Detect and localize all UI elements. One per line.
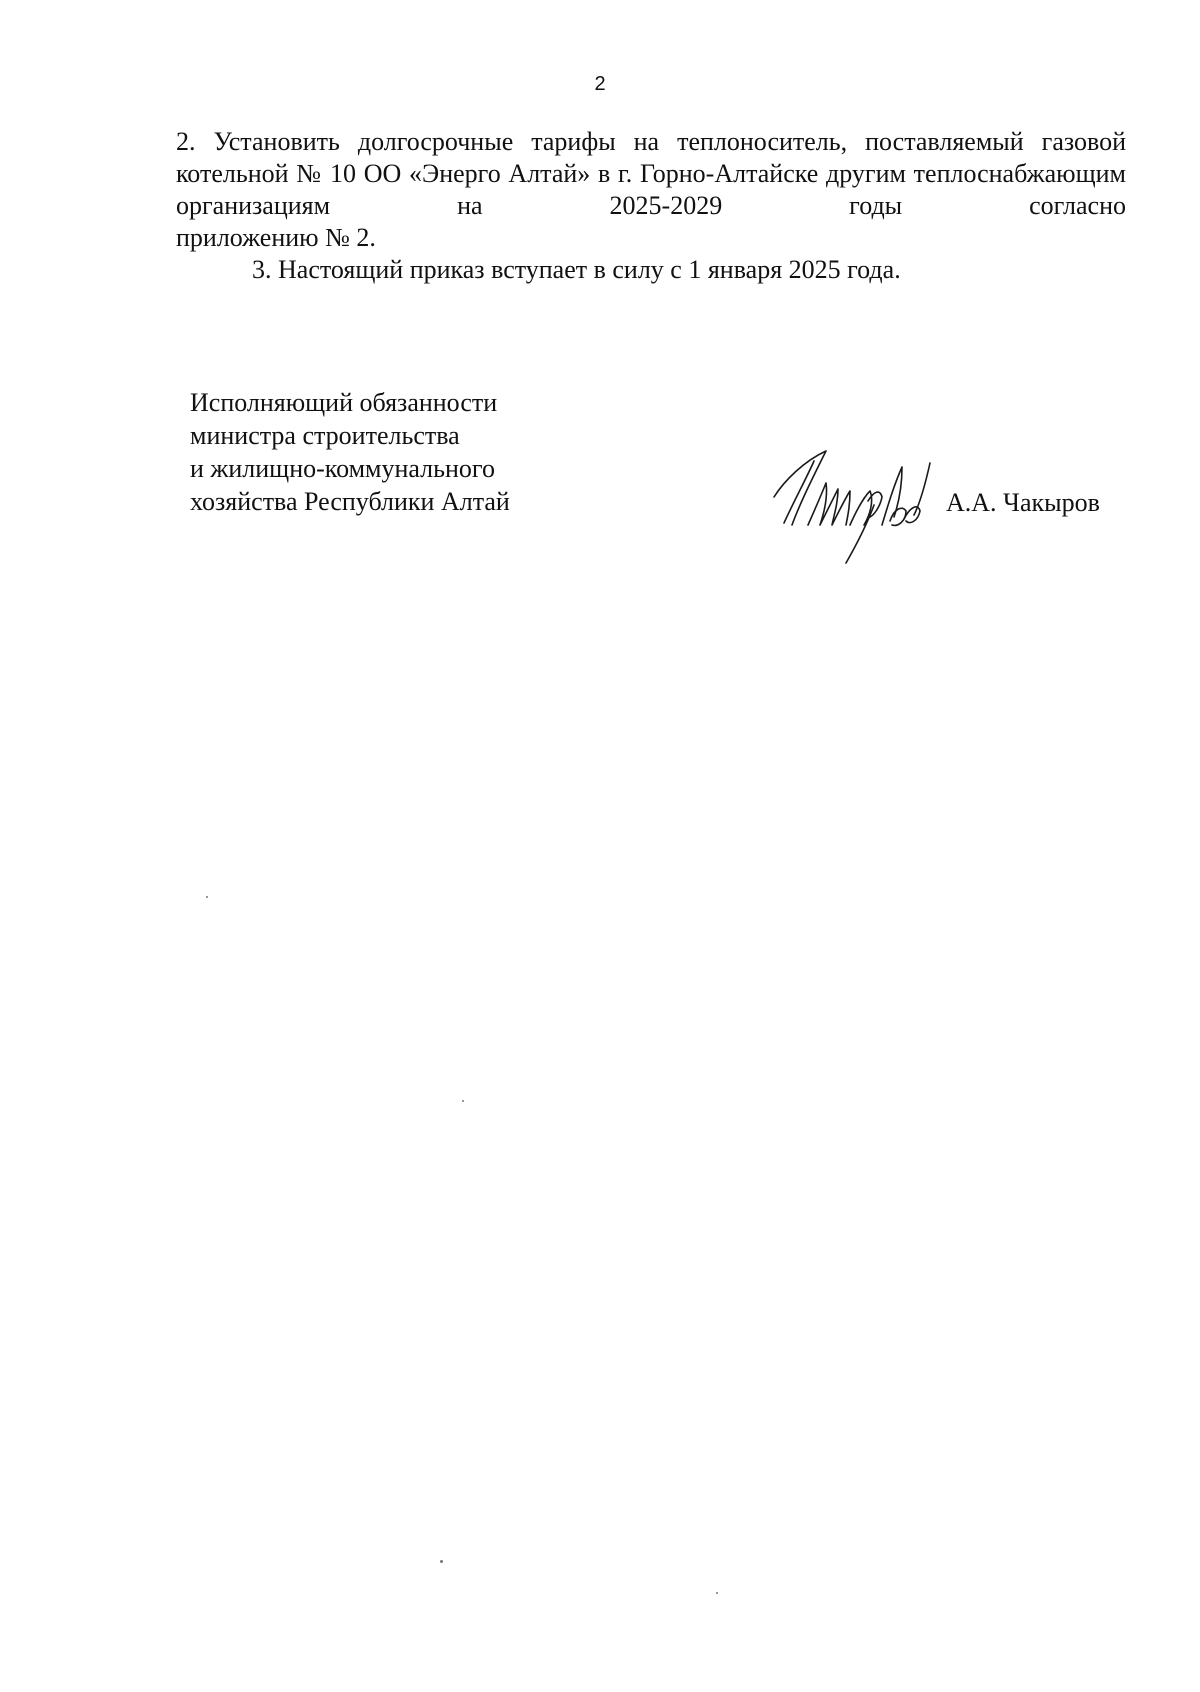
- paragraph-2-tail: приложению № 2.: [176, 223, 376, 252]
- scan-speck: [206, 896, 208, 898]
- signatory-position: [190, 386, 510, 518]
- position-line-2: министра строительства: [190, 421, 460, 450]
- scan-speck: [440, 1560, 443, 1563]
- paragraph-2-main: 2. Установить долгосрочные тарифы на теплоноситель, поставляемый газовой котельной № 10 ОО «Энерго Алтай» в г. Горно-Алтайске другим теплоснабжающим организациям на 2025-2029 годы согласно: [176, 127, 1126, 220]
- signer-name: А.А. Чакыров: [946, 488, 1100, 517]
- position-line-3: и жилищно-коммунального: [190, 454, 495, 483]
- position-line-4: хозяйства Республики Алтай: [190, 487, 510, 516]
- paragraph-3: 3. Настоящий приказ вступает в силу с 1 января 2025 года.: [252, 255, 901, 284]
- scan-speck: [462, 1100, 464, 1102]
- position-line-1: Исполняющий обязанности: [190, 388, 498, 417]
- scan-speck: [716, 1592, 718, 1594]
- document-body: [176, 126, 1126, 286]
- page-number: 2: [594, 73, 606, 95]
- handwritten-signature: [770, 445, 935, 565]
